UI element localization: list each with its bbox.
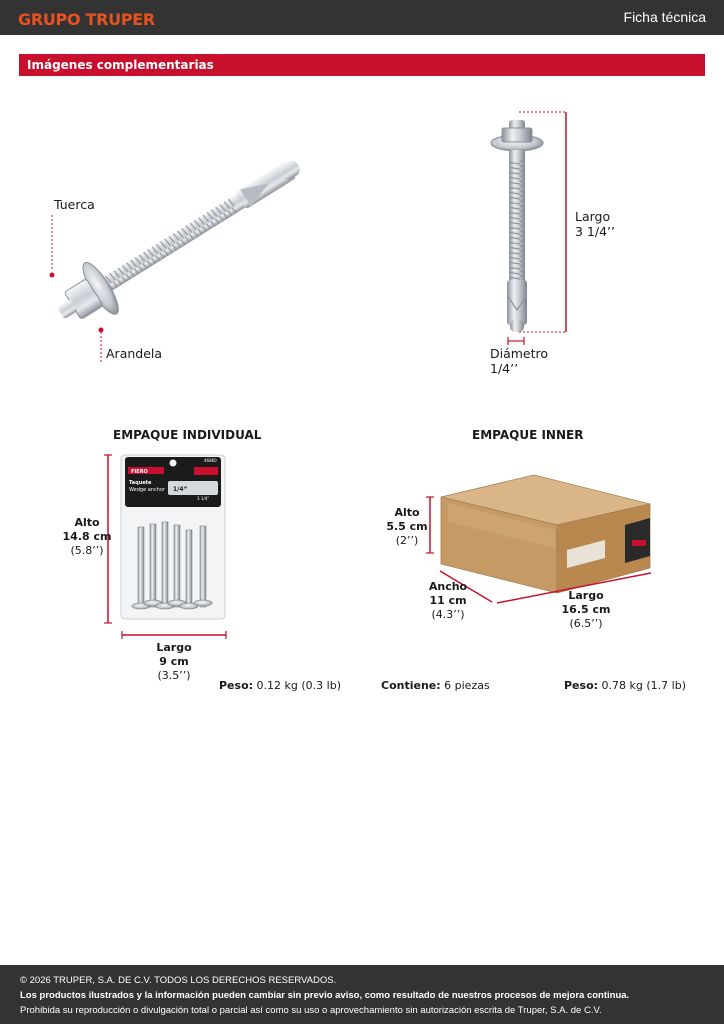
package-name-es: Taquete — [129, 480, 152, 486]
inner-weight-value: 0.78 kg (1.7 lb) — [601, 679, 686, 692]
individual-length-label — [145, 641, 203, 683]
footer-copyright: © 2026 TRUPER, S.A. DE C.V. TODOS LOS DERECHOS RESERVADOS. — [20, 975, 337, 986]
individual-weight-value: 0.12 kg (0.3 lb) — [256, 679, 341, 692]
inner-box-image — [441, 475, 650, 593]
diameter-value: 1/4’’ — [490, 361, 519, 376]
inner-length-title: Largo — [568, 589, 604, 602]
individual-weight-label: Peso: — [219, 679, 254, 692]
package-length: 3 1/4” — [197, 496, 210, 501]
individual-length-title: Largo — [156, 641, 192, 654]
vertical-anchor-image — [491, 120, 543, 332]
diagonal-anchor-image — [45, 140, 314, 339]
inner-height-label — [385, 506, 429, 548]
inner-package-heading: EMPAQUE INNER — [472, 428, 584, 442]
inner-contains — [381, 679, 490, 692]
footer-notice: Los productos ilustrados y la información pueden cambiar sin previo aviso, como resultado de nuestros procesos de mejora continua. — [20, 990, 630, 1001]
inner-contains-value: 6 piezas — [444, 679, 490, 692]
length-value: 3 1/4’’ — [575, 224, 615, 239]
individual-height-title: Alto — [74, 516, 100, 529]
individual-package-heading: EMPAQUE INDIVIDUAL — [113, 428, 262, 442]
package-brand: FIERO — [131, 469, 148, 475]
inner-width-value: 11 cm — [429, 594, 467, 607]
individual-length-line — [122, 631, 226, 639]
brand-logo: GRUPO TRUPER — [18, 10, 155, 29]
footer — [0, 965, 724, 1024]
washer-leader — [99, 328, 104, 363]
section-title: Imágenes complementarias — [27, 58, 214, 72]
package-code: 46860 — [204, 458, 217, 463]
washer-label: Arandela — [106, 346, 163, 361]
individual-height-alt: (5.8’’) — [70, 544, 104, 557]
inner-height-alt: (2’’) — [395, 534, 419, 547]
individual-height-label — [58, 516, 116, 558]
footer-legal: Prohibida su reproducción o divulgación total o parcial así como su uso o aprovechamiento sin autorización escrita de Truper, S.A. de C.V. — [20, 1005, 602, 1016]
inner-height-title: Alto — [394, 506, 420, 519]
inner-width-title: Ancho — [428, 580, 468, 593]
individual-length-value: 9 cm — [159, 655, 189, 668]
inner-contains-label: Contiene: — [381, 679, 441, 692]
nut-leader — [50, 215, 55, 278]
inner-width-alt: (4.3’’) — [431, 608, 465, 621]
inner-length-alt: (6.5’’) — [569, 617, 603, 630]
inner-width-label — [424, 580, 472, 622]
length-title: Largo — [575, 209, 611, 224]
nut-label: Tuerca — [54, 197, 95, 212]
diameter-dimension — [508, 337, 524, 345]
individual-weight — [219, 679, 341, 692]
inner-length-label — [560, 589, 612, 631]
document-type: Ficha técnica — [623, 9, 706, 25]
inner-length-value: 16.5 cm — [561, 603, 611, 616]
diameter-title: Diámetro — [490, 346, 549, 361]
inner-height-value: 5.5 cm — [386, 520, 428, 533]
inner-weight — [564, 679, 686, 692]
individual-height-value: 14.8 cm — [62, 530, 112, 543]
package-name-en: Wedge anchor — [129, 487, 166, 493]
package-size: 1/4” — [173, 486, 188, 493]
individual-length-alt: (3.5’’) — [157, 669, 191, 682]
inner-weight-label: Peso: — [564, 679, 599, 692]
